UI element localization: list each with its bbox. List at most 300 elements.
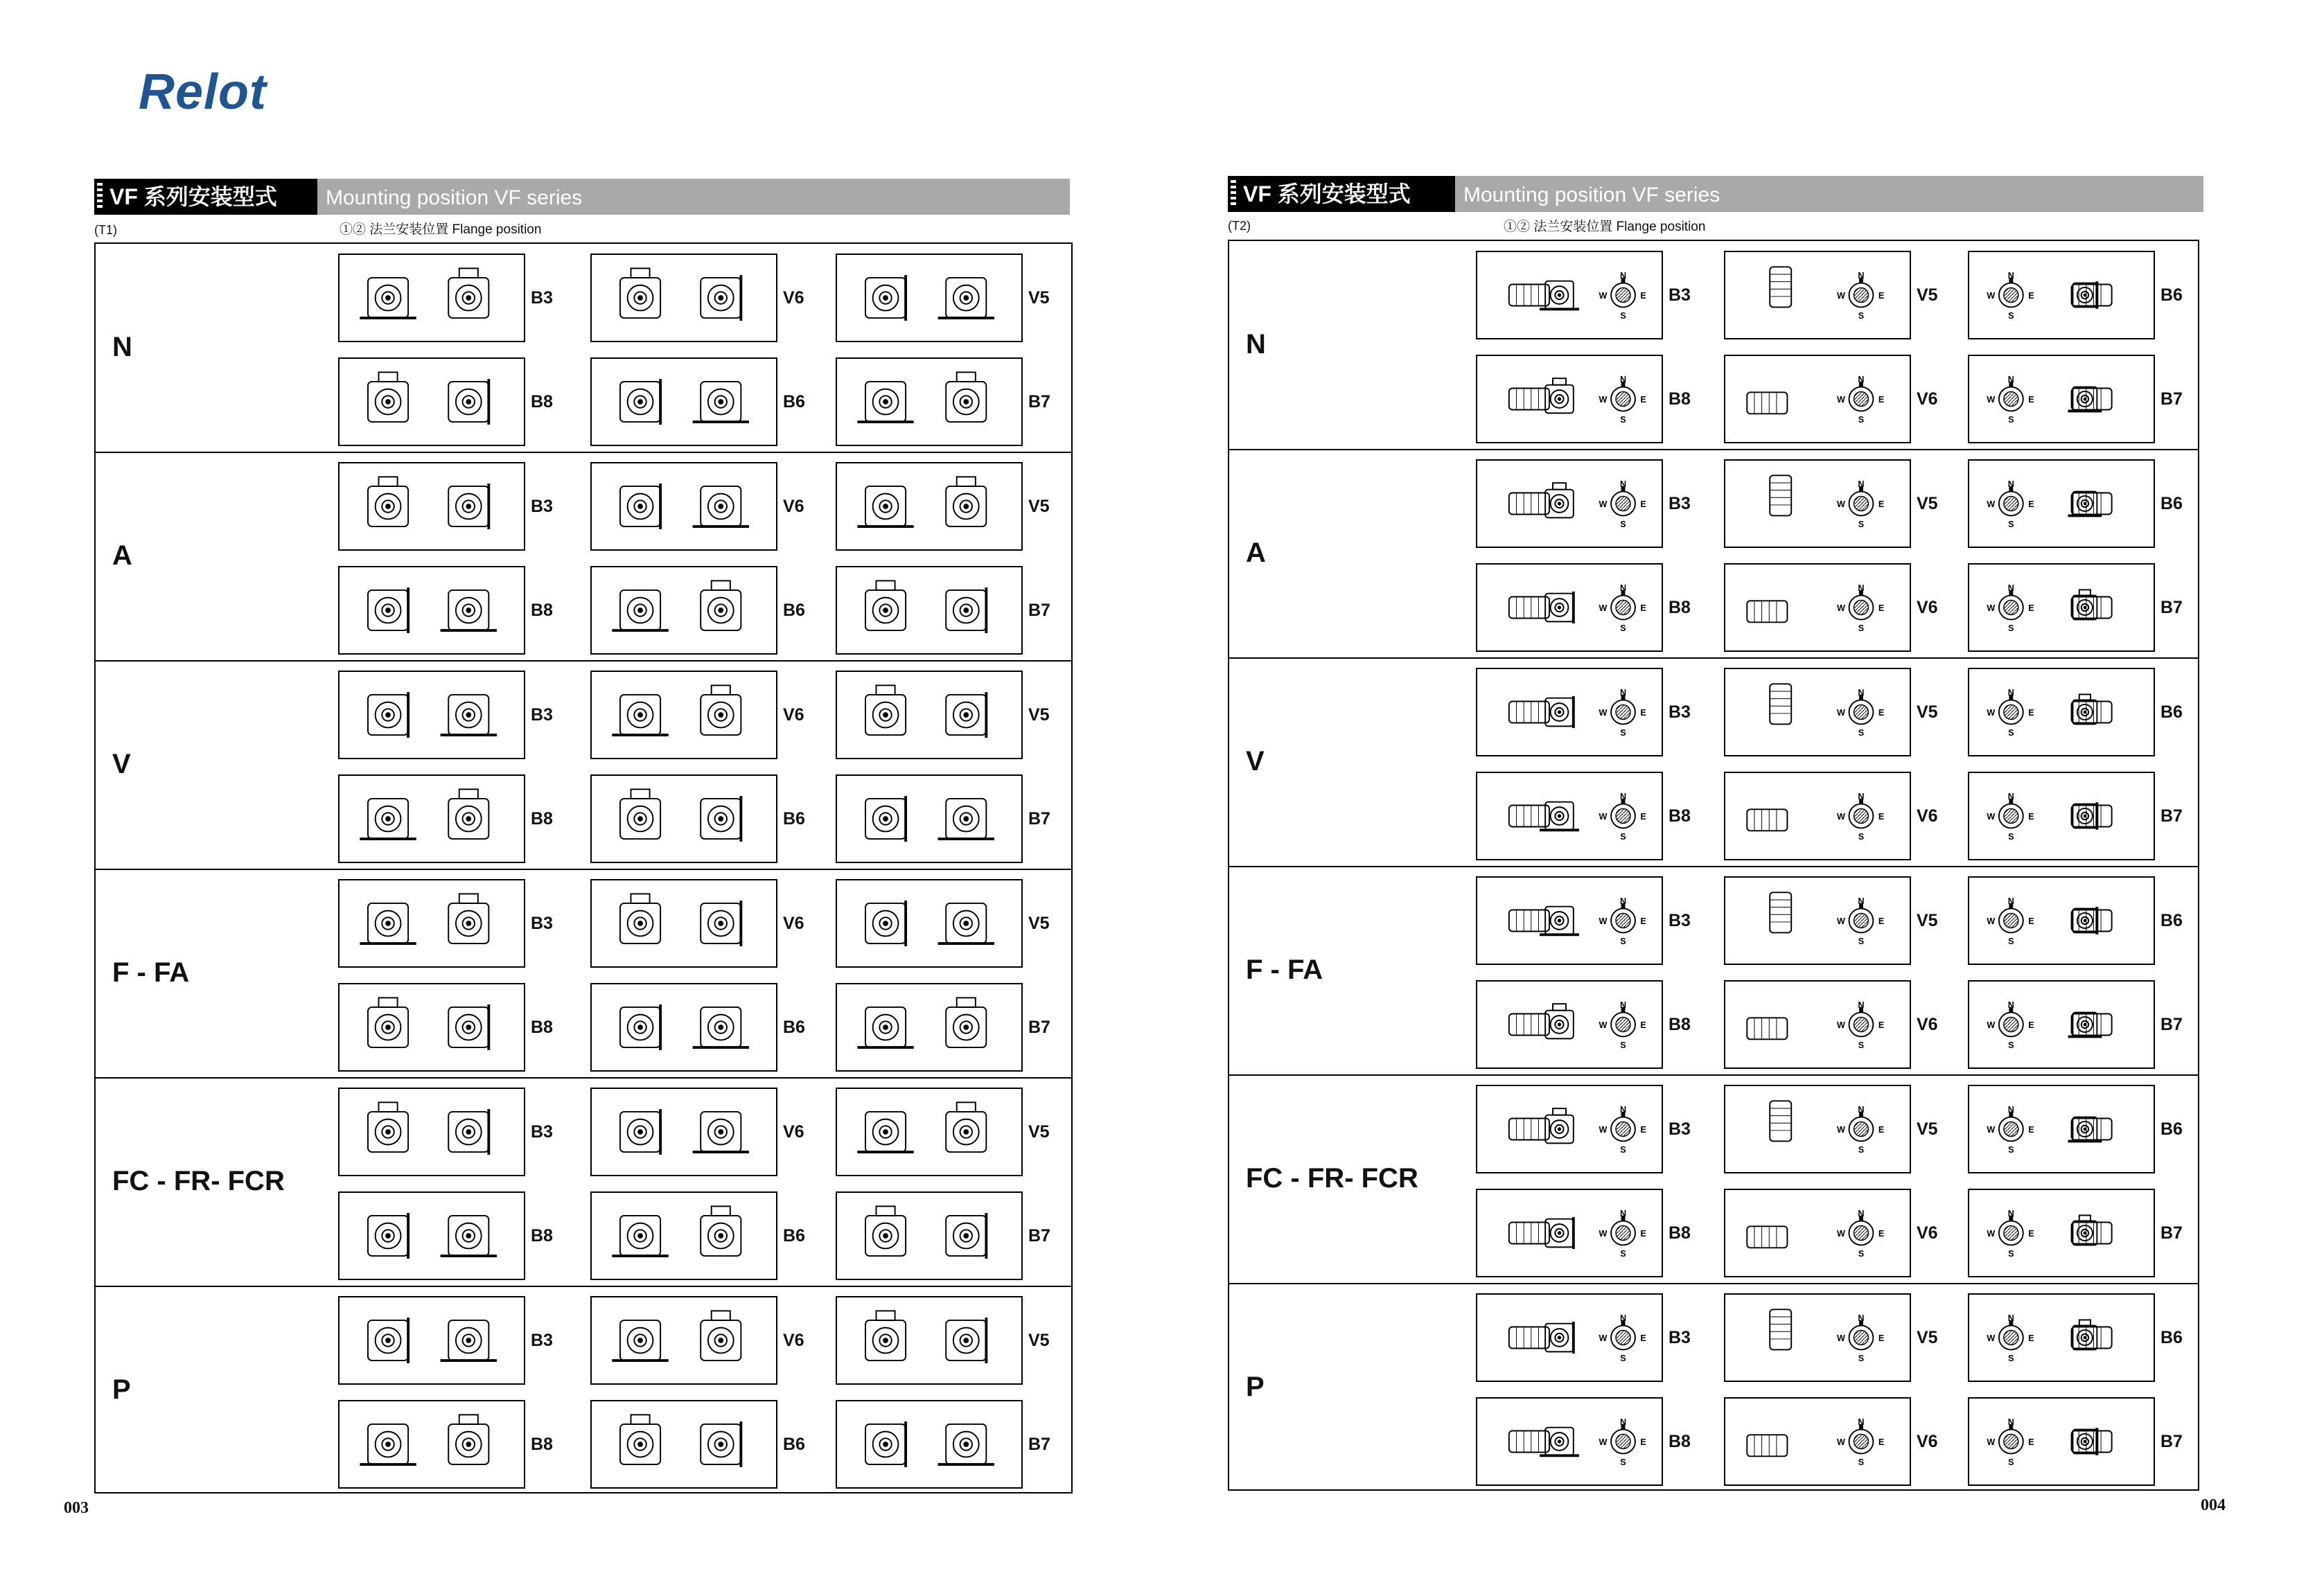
- compass-letter: W: [1987, 290, 1996, 301]
- mounting-diagram-b7: [1968, 1189, 2155, 1277]
- mounting-sketch: [1969, 461, 2154, 547]
- compass-letter: E: [1640, 1228, 1646, 1239]
- compass-letter: E: [2028, 394, 2034, 405]
- mounting-diagram-b3: [338, 1296, 525, 1385]
- compass-letter: N: [1858, 374, 1865, 384]
- compass-letter: E: [1878, 1124, 1885, 1135]
- compass-letter: N: [1858, 1208, 1865, 1218]
- position-code: B8: [531, 1018, 553, 1037]
- compass-letter: W: [1836, 394, 1845, 405]
- compass-letter: S: [1620, 519, 1626, 529]
- mounting-diagram-b3: [338, 1088, 525, 1176]
- position-code: B8: [1669, 1432, 1691, 1451]
- row-label-n: N: [1246, 328, 1266, 360]
- mounting-diagram-b6: [1968, 668, 2155, 756]
- compass-letter: S: [1620, 1040, 1626, 1050]
- mounting-diagram-b3: [338, 462, 525, 551]
- mounting-sketch: [340, 984, 524, 1070]
- compass-letter: N: [2007, 1104, 2014, 1115]
- position-code: B7: [2160, 1015, 2183, 1034]
- mounting-diagram-b6: [590, 357, 777, 446]
- mounting-diagram-v6: [1724, 563, 1911, 652]
- position-code: B8: [1669, 598, 1691, 617]
- compass-letter: W: [1987, 1228, 1996, 1239]
- mounting-sketch: [837, 255, 1021, 341]
- mounting-sketch: [1725, 669, 1910, 755]
- mounting-diagram-b7: [1968, 355, 2155, 443]
- mounting-sketch: [1969, 1399, 2154, 1484]
- compass-letter: W: [1987, 394, 1996, 405]
- mounting-diagram-v5: [1724, 876, 1911, 965]
- compass-letter: N: [1619, 1208, 1627, 1218]
- mounting-diagram-b8: [1476, 1189, 1663, 1277]
- compass-letter: N: [1858, 1000, 1865, 1010]
- mounting-diagram-v5: [1724, 459, 1911, 548]
- position-code: V5: [1028, 1122, 1050, 1142]
- position-code: B3: [1669, 1328, 1691, 1347]
- position-code: B6: [2160, 702, 2183, 722]
- compass-letter: N: [2007, 896, 2014, 906]
- compass-letter: E: [2028, 1020, 2034, 1030]
- compass-letter: E: [1640, 1020, 1646, 1030]
- compass-letter: E: [1878, 394, 1885, 405]
- compass-letter: S: [1858, 1040, 1865, 1050]
- position-code: B6: [783, 392, 805, 411]
- compass-letter: N: [2007, 791, 2014, 801]
- section-title-bar: [1228, 176, 2203, 212]
- position-code: B7: [1028, 392, 1050, 411]
- page-number: 004: [2201, 1496, 2226, 1514]
- position-code: B6: [2160, 494, 2183, 513]
- row-label-a: A: [112, 540, 132, 571]
- mounting-sketch: [1969, 878, 2154, 964]
- compass-letter: E: [1640, 290, 1646, 301]
- mounting-sketch: [1477, 878, 1662, 964]
- mounting-sketch: [837, 1193, 1021, 1279]
- position-code: V5: [1917, 1328, 1938, 1347]
- compass-letter: E: [1640, 1124, 1646, 1135]
- compass-letter: S: [2008, 1040, 2014, 1050]
- mounting-sketch: [592, 1193, 776, 1279]
- position-code: V6: [783, 288, 804, 308]
- mounting-sketch: [592, 567, 776, 653]
- compass-letter: W: [1836, 707, 1845, 718]
- compass-letter: E: [1878, 916, 1885, 926]
- position-code: B6: [2160, 911, 2183, 930]
- mounting-sketch: [1969, 982, 2154, 1067]
- compass-letter: N: [1619, 479, 1627, 489]
- mounting-sketch: [1725, 252, 1910, 338]
- row-label-n: N: [112, 331, 132, 362]
- position-code: V6: [783, 914, 804, 933]
- compass-letter: S: [2008, 310, 2014, 321]
- compass-letter: S: [2008, 414, 2014, 425]
- mounting-diagram-v6: [590, 254, 777, 342]
- compass-letter: N: [1858, 583, 1865, 593]
- compass-letter: E: [1640, 603, 1646, 613]
- table-id: (T1): [94, 223, 117, 237]
- catalog-page: [1228, 0, 2226, 1587]
- mounting-sketch: [1969, 669, 2154, 755]
- compass-letter: W: [1836, 1020, 1845, 1030]
- mounting-table: [1228, 240, 2199, 1491]
- compass-letter: N: [1858, 1417, 1865, 1427]
- position-code: B7: [1028, 1018, 1050, 1037]
- flange-position-note: ①② 法兰安装位置 Flange position: [1504, 220, 1706, 234]
- mounting-diagram-b7: [836, 357, 1023, 446]
- position-code: V6: [1917, 1015, 1938, 1034]
- mounting-diagram-b6: [590, 983, 777, 1072]
- mounting-diagram-v6: [1724, 1397, 1911, 1486]
- compass-letter: W: [1836, 603, 1845, 613]
- mounting-diagram-v6: [590, 1296, 777, 1385]
- position-code: V5: [1917, 702, 1938, 722]
- mounting-diagram-b8: [338, 774, 525, 863]
- row-divider: [1229, 1074, 2198, 1076]
- compass-letter: S: [2008, 1248, 2014, 1259]
- mounting-sketch: [1477, 773, 1662, 859]
- compass-letter: W: [1987, 603, 1996, 613]
- mounting-sketch: [1477, 461, 1662, 547]
- mounting-sketch: [1725, 1399, 1910, 1484]
- mounting-diagram-b6: [590, 1400, 777, 1489]
- row-divider: [96, 1286, 1071, 1287]
- compass-letter: N: [1858, 791, 1865, 801]
- compass-letter: E: [2028, 707, 2034, 718]
- mounting-sketch: [1477, 1086, 1662, 1172]
- row-label-f-fa: F - FA: [1246, 954, 1323, 985]
- compass-letter: W: [1987, 1437, 1996, 1447]
- position-code: V6: [783, 497, 804, 516]
- compass-letter: N: [1619, 687, 1627, 698]
- mounting-sketch: [1969, 356, 2154, 442]
- mounting-diagram-b8: [1476, 355, 1663, 443]
- mounting-diagram-v5: [1724, 251, 1911, 339]
- compass-letter: W: [1836, 1437, 1845, 1447]
- compass-letter: E: [1878, 499, 1885, 509]
- mounting-sketch: [340, 1089, 524, 1175]
- compass-letter: N: [1858, 479, 1865, 489]
- compass-letter: N: [1858, 896, 1865, 906]
- compass-letter: N: [1619, 270, 1627, 281]
- mounting-diagram-b3: [1476, 251, 1663, 339]
- compass-letter: S: [1620, 1248, 1626, 1259]
- compass-letter: S: [1620, 1457, 1626, 1467]
- mounting-diagram-b7: [1968, 563, 2155, 652]
- mounting-diagram-v5: [836, 462, 1023, 551]
- mounting-diagram-b8: [338, 1400, 525, 1489]
- mounting-diagram-b8: [1476, 563, 1663, 652]
- compass-letter: N: [1619, 1313, 1627, 1323]
- compass-letter: S: [2008, 623, 2014, 633]
- position-code: B7: [1028, 1226, 1050, 1245]
- mounting-sketch: [1725, 773, 1910, 859]
- compass-letter: S: [1620, 1353, 1626, 1363]
- row-label-p: P: [1246, 1371, 1265, 1402]
- position-code: V5: [1917, 911, 1938, 930]
- mounting-sketch: [340, 880, 524, 966]
- mounting-sketch: [1969, 1190, 2154, 1276]
- compass-letter: S: [2008, 727, 2014, 738]
- row-label-a: A: [1246, 537, 1266, 568]
- compass-letter: S: [2008, 1353, 2014, 1363]
- position-code: B6: [2160, 1328, 2183, 1347]
- mounting-diagram-b8: [1476, 980, 1663, 1069]
- mounting-diagram-v5: [836, 879, 1023, 968]
- position-code: B7: [2160, 1223, 2183, 1243]
- compass-letter: E: [1878, 1333, 1885, 1343]
- compass-letter: E: [1640, 499, 1646, 509]
- mounting-diagram-v6: [590, 879, 777, 968]
- mounting-diagram-b7: [1968, 980, 2155, 1069]
- position-code: B6: [783, 1435, 805, 1454]
- mounting-diagram-b6: [590, 774, 777, 863]
- position-code: B6: [783, 809, 805, 828]
- catalog-page: [64, 0, 1073, 1587]
- mounting-diagram-b7: [836, 983, 1023, 1072]
- mounting-diagram-b3: [1476, 668, 1663, 756]
- position-code: B7: [1028, 601, 1050, 620]
- compass-letter: W: [1987, 707, 1996, 718]
- page-number: 003: [64, 1499, 89, 1517]
- row-label-v: V: [1246, 745, 1265, 777]
- mounting-sketch: [1477, 252, 1662, 338]
- mounting-sketch: [837, 984, 1021, 1070]
- position-code: B8: [531, 1435, 553, 1454]
- mounting-sketch: [340, 672, 524, 758]
- mounting-diagram-v5: [836, 671, 1023, 759]
- compass-letter: N: [2007, 1313, 2014, 1323]
- mounting-sketch: [1725, 1190, 1910, 1276]
- compass-letter: N: [1619, 1417, 1627, 1427]
- compass-letter: W: [1987, 499, 1996, 509]
- compass-letter: S: [2008, 519, 2014, 529]
- mounting-diagram-b3: [338, 671, 525, 759]
- mounting-diagram-v5: [1724, 1085, 1911, 1173]
- mounting-diagram-v6: [590, 671, 777, 759]
- position-code: V5: [1917, 1119, 1938, 1139]
- compass-letter: W: [1836, 916, 1845, 926]
- compass-letter: W: [1599, 707, 1608, 718]
- mounting-sketch: [1725, 1295, 1910, 1381]
- compass-letter: N: [2007, 687, 2014, 698]
- mounting-diagram-b3: [1476, 1085, 1663, 1173]
- position-code: B8: [531, 809, 553, 828]
- position-code: V5: [1917, 285, 1938, 305]
- position-code: B3: [531, 914, 553, 933]
- compass-letter: E: [1640, 916, 1646, 926]
- mounting-sketch: [1477, 1399, 1662, 1484]
- mounting-diagram-b6: [1968, 459, 2155, 548]
- compass-letter: W: [1836, 1124, 1845, 1135]
- compass-letter: W: [1836, 1333, 1845, 1343]
- position-code: V6: [1917, 598, 1938, 617]
- compass-letter: E: [1640, 707, 1646, 718]
- compass-letter: W: [1599, 290, 1608, 301]
- mounting-diagram-b6: [590, 566, 777, 655]
- mounting-sketch: [1477, 356, 1662, 442]
- compass-letter: E: [2028, 499, 2034, 509]
- mounting-diagram-b3: [1476, 1293, 1663, 1382]
- compass-letter: E: [1878, 811, 1885, 822]
- position-code: B6: [2160, 285, 2183, 305]
- mounting-diagram-v5: [836, 254, 1023, 342]
- compass-letter: W: [1599, 1437, 1608, 1447]
- compass-letter: E: [2028, 811, 2034, 822]
- mounting-sketch: [837, 776, 1021, 862]
- position-code: V6: [1917, 806, 1938, 826]
- position-code: V6: [783, 705, 804, 725]
- row-label-fc-fr-fcr: FC - FR- FCR: [1246, 1162, 1418, 1194]
- mounting-sketch: [1477, 669, 1662, 755]
- mounting-sketch: [592, 1401, 776, 1487]
- compass-letter: N: [1858, 1313, 1865, 1323]
- mounting-sketch: [340, 1193, 524, 1279]
- mounting-diagram-b6: [1968, 1293, 2155, 1382]
- compass-letter: N: [1619, 1104, 1627, 1115]
- position-code: B6: [783, 601, 805, 620]
- position-code: V5: [1028, 1331, 1050, 1350]
- mounting-sketch: [1725, 356, 1910, 442]
- mounting-sketch: [837, 1089, 1021, 1175]
- section-title-cn: VF 系列安装型式: [94, 179, 317, 215]
- mounting-diagram-v6: [1724, 772, 1911, 860]
- position-code: B3: [1669, 702, 1691, 722]
- compass-letter: W: [1599, 1228, 1608, 1239]
- mounting-sketch: [837, 1401, 1021, 1487]
- compass-letter: E: [2028, 290, 2034, 301]
- compass-letter: E: [2028, 1124, 2034, 1135]
- mounting-sketch: [1969, 252, 2154, 338]
- brand-name: Relot: [139, 64, 267, 120]
- compass-letter: W: [1836, 499, 1845, 509]
- position-code: B8: [531, 1226, 553, 1245]
- position-code: B7: [2160, 806, 2183, 826]
- compass-letter: S: [1858, 1353, 1865, 1363]
- position-code: B7: [2160, 1432, 2183, 1451]
- mounting-sketch: [837, 880, 1021, 966]
- position-code: B3: [1669, 1119, 1691, 1139]
- mounting-sketch: [1725, 565, 1910, 650]
- position-code: V6: [783, 1331, 804, 1350]
- mounting-sketch: [592, 1089, 776, 1175]
- position-code: B3: [531, 497, 553, 516]
- position-code: B3: [531, 288, 553, 308]
- position-code: B6: [783, 1226, 805, 1245]
- compass-letter: W: [1599, 499, 1608, 509]
- compass-letter: S: [1858, 519, 1865, 529]
- compass-letter: W: [1836, 1228, 1845, 1239]
- position-code: B3: [1669, 494, 1691, 513]
- compass-letter: W: [1599, 1020, 1608, 1030]
- compass-letter: S: [1620, 623, 1626, 633]
- compass-letter: W: [1987, 1020, 1996, 1030]
- compass-letter: S: [1858, 1144, 1865, 1155]
- mounting-sketch: [1969, 1086, 2154, 1172]
- position-code: V6: [1917, 389, 1938, 409]
- compass-letter: N: [1619, 896, 1627, 906]
- compass-letter: S: [1858, 1248, 1865, 1259]
- mounting-sketch: [837, 1297, 1021, 1383]
- mounting-diagram-v5: [1724, 1293, 1911, 1382]
- row-divider: [96, 660, 1071, 662]
- position-code: B6: [2160, 1119, 2183, 1139]
- mounting-sketch: [837, 463, 1021, 549]
- position-code: B3: [1669, 911, 1691, 930]
- mounting-sketch: [592, 776, 776, 862]
- compass-letter: E: [2028, 1333, 2034, 1343]
- compass-letter: S: [1620, 727, 1626, 738]
- compass-letter: S: [2008, 831, 2014, 842]
- mounting-table: [94, 242, 1073, 1493]
- mounting-diagram-b6: [590, 1191, 777, 1280]
- compass-letter: S: [2008, 936, 2014, 946]
- compass-letter: N: [2007, 1208, 2014, 1218]
- mounting-sketch: [837, 567, 1021, 653]
- compass-letter: E: [1640, 394, 1646, 405]
- compass-letter: E: [1878, 1228, 1885, 1239]
- mounting-diagram-v6: [1724, 1189, 1911, 1277]
- compass-letter: W: [1987, 1333, 1996, 1343]
- mounting-sketch: [837, 672, 1021, 758]
- compass-letter: N: [1858, 270, 1865, 281]
- position-code: B8: [1669, 806, 1691, 826]
- position-code: B7: [1028, 809, 1050, 828]
- mounting-diagram-b6: [1968, 1085, 2155, 1173]
- compass-letter: E: [1878, 1437, 1885, 1447]
- mounting-sketch: [340, 1297, 524, 1383]
- row-divider: [96, 869, 1071, 870]
- mounting-diagram-b6: [1968, 876, 2155, 965]
- mounting-diagram-v6: [1724, 355, 1911, 443]
- position-code: B3: [531, 1122, 553, 1142]
- position-code: V5: [1917, 494, 1938, 513]
- row-divider: [96, 1077, 1071, 1079]
- mounting-sketch: [592, 984, 776, 1070]
- position-code: B8: [1669, 1223, 1691, 1243]
- compass-letter: W: [1599, 916, 1608, 926]
- mounting-sketch: [1477, 565, 1662, 650]
- mounting-sketch: [1969, 773, 2154, 859]
- compass-letter: S: [2008, 1144, 2014, 1155]
- row-label-p: P: [112, 1374, 131, 1405]
- mounting-diagram-b3: [1476, 459, 1663, 548]
- mounting-diagram-b3: [338, 254, 525, 342]
- mounting-sketch: [1725, 982, 1910, 1067]
- mounting-sketch: [340, 776, 524, 862]
- compass-letter: W: [1987, 811, 1996, 822]
- mounting-diagram-b3: [1476, 876, 1663, 965]
- compass-letter: W: [1599, 1124, 1608, 1135]
- position-code: V5: [1028, 288, 1050, 308]
- mounting-diagram-v5: [836, 1088, 1023, 1176]
- row-divider: [1229, 657, 2198, 659]
- row-label-f-fa: F - FA: [112, 957, 190, 988]
- mounting-diagram-b8: [338, 357, 525, 446]
- position-code: B8: [531, 392, 553, 411]
- mounting-sketch: [592, 255, 776, 341]
- compass-letter: E: [1640, 811, 1646, 822]
- compass-letter: W: [1599, 1333, 1608, 1343]
- mounting-sketch: [340, 1401, 524, 1487]
- compass-letter: N: [1619, 374, 1627, 384]
- position-code: V6: [1917, 1432, 1938, 1451]
- mounting-sketch: [592, 880, 776, 966]
- mounting-diagram-b7: [836, 774, 1023, 863]
- mounting-diagram-v6: [590, 462, 777, 551]
- mounting-sketch: [1969, 565, 2154, 650]
- position-code: B8: [531, 601, 553, 620]
